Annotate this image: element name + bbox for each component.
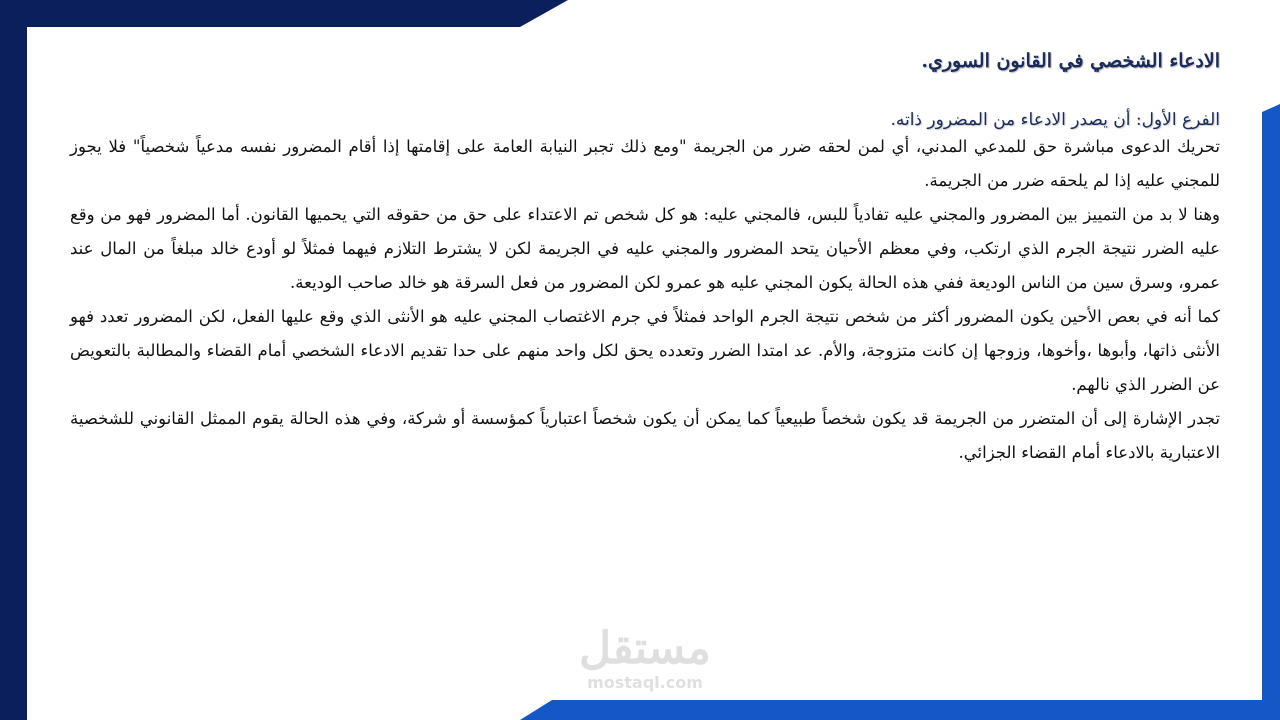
slide-title: الادعاء الشخصي في القانون السوري. [921, 50, 1220, 72]
paragraph-3: كما أنه في بعص الأحين يكون المضرور أكثر من شخص نتيجة الجرم الواحد فمثلاً في جرم الاغتصاب المجني عليه هو الأنثى الذي وقع عليها الفعل، لكن المضرور تعدد فهو الأنثى ذاتها، وأبوها ،وأخوها، وزوجها إن كانت متزوجة، والأم. عد امتدا الضرر وتعدده يحق لكل واحد منهم على حدا تقديم الادعاء الشخصي أمام القضاء والمطالبة بالتعويض عن الضرر الذي نالهم. [70, 307, 1220, 394]
top-left-navy-band [0, 0, 568, 27]
section-subtitle: الفرع الأول: أن يصدر الادعاء من المضرور ذاته. [890, 110, 1220, 130]
left-navy-bar [0, 0, 27, 720]
right-blue-bar [1262, 104, 1280, 720]
paragraph-1: تحريك الدعوى مباشرة حق للمدعي المدني، أي لمن لحقه ضرر من الجريمة "ومع ذلك تجبر النيابة العامة على إقامتها إذا أقام المضرور نفسه مدعياً شخصياً" فلا يجوز للمجني عليه إذا لم يلحقه ضرر من الجريمة. [70, 137, 1220, 190]
watermark-latin: mostaql.com [587, 673, 703, 692]
paragraph-4: تجدر الإشارة إلى أن المتضرر من الجريمة قد يكون شخصاً طبيعياً كما يمكن أن يكون شخصاً اعتبارياً كمؤسسة أو شركة، وفي هذه الحالة يقوم الممثل القانوني للشخصية الاعتبارية بالادعاء أمام القضاء الجزائي. [70, 409, 1220, 462]
paragraph-2: وهنا لا بد من التمييز بين المضرور والمجني عليه تفادياً للبس، فالمجني عليه: هو كل شخص تم الاعتداء على حق من حقوقه التي يحميها القانون. أما المضرور فهو من وقع عليه الضرر نتيجة الجرم الذي ارتكب، وفي معظم الأحيان يتحد المضرور والمجني عليه في الجريمة لكن لا يشترط التلازم فيهما فمثلاً لو أودع خالد مبلغاً من المال عند عمرو، وسرق سين من الناس الوديعة ففي هذه الحالة يكون المجني عليه هو عمرو لكن المضرور من فعل السرقة هو خالد صاحب الوديعة. [70, 205, 1220, 292]
watermark-arabic: مستقل [579, 623, 711, 674]
slide-content [70, 50, 1220, 470]
mostaql-watermark-logo [560, 625, 730, 705]
